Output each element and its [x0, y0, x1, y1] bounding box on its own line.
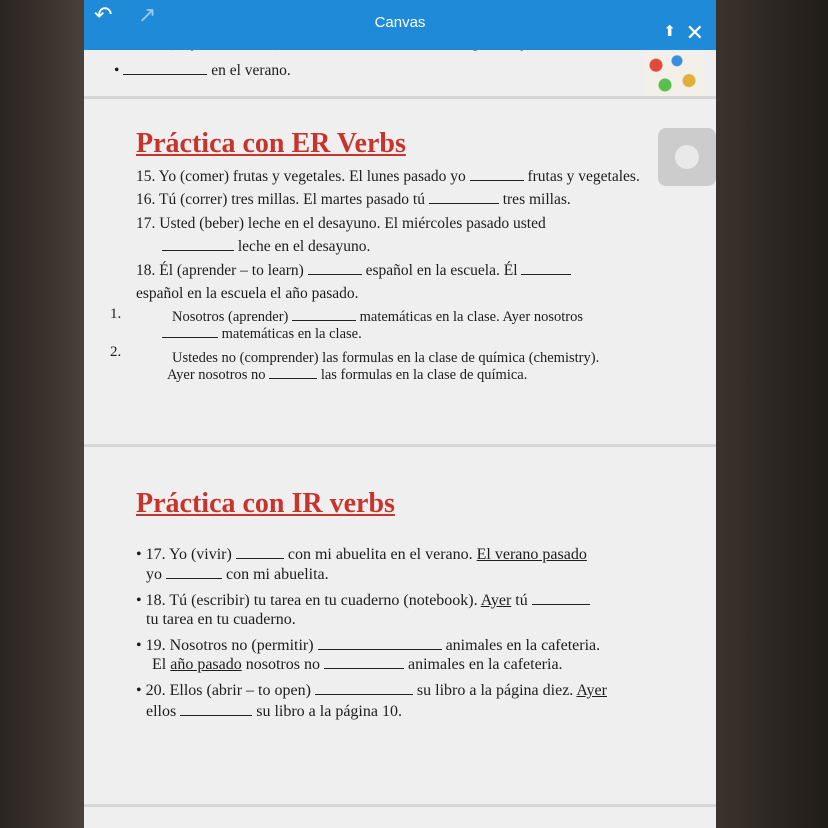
ir-q18-line2: tu tarea en tu cuaderno. [146, 611, 296, 628]
app-toolbar [84, 0, 716, 50]
answer-blank [315, 682, 413, 695]
back-arrow-icon[interactable]: ↶ [94, 2, 113, 27]
ir-heading: Práctica con IR verbs [136, 488, 395, 519]
ir-q17-line1: • 17. Yo (vivir) con mi abuelita en el verano. El verano pasado [136, 546, 587, 563]
er-q18-line1: 18. Él (aprender – to learn) español en la escuela. Él [136, 262, 571, 280]
answer-blank [292, 308, 356, 321]
section-divider [84, 96, 716, 99]
list-number-1: 1. [110, 306, 122, 322]
app-title: Canvas [374, 14, 426, 31]
er-heading: Práctica con ER Verbs [136, 128, 406, 159]
ir-q20-line1: • 20. Ellos (abrir – to open) su libro a la página diez. Ayer [136, 682, 607, 699]
answer-blank [532, 592, 590, 605]
share-icon[interactable]: ⬆ [663, 23, 676, 40]
answer-blank [180, 703, 252, 716]
section-divider [84, 804, 716, 807]
list-number-2: 2. [110, 344, 122, 360]
device-bezel-left [0, 0, 84, 828]
answer-blank [324, 656, 404, 669]
er-q19-line1: Nosotros (aprender) matemáticas en la clase. Ayer nosotros [172, 309, 583, 325]
answer-blank [470, 168, 524, 181]
ir-q20-line2: ellos su libro a la página 10. [146, 703, 402, 720]
answer-blank [236, 546, 284, 559]
ir-q19-line1: • 19. Nosotros no (permitir) animales en la cafeteria. [136, 637, 601, 654]
answer-blank [318, 637, 442, 650]
close-icon[interactable]: ✕ [685, 20, 704, 45]
item-10-line2: • en el verano. [114, 62, 291, 79]
answer-blank [162, 325, 218, 338]
answer-blank [521, 262, 571, 275]
answer-blank [429, 191, 499, 204]
document-page[interactable] [84, 32, 716, 828]
er-q15: 15. Yo (comer) frutas y vegetales. El lunes pasado yo frutas y vegetales. [136, 168, 640, 185]
sticker-image [644, 52, 704, 96]
floating-action-button[interactable] [658, 128, 716, 186]
ir-q17-line2: yo con mi abuelita. [146, 566, 329, 583]
er-q19-line2: matemáticas en la clase. [162, 325, 362, 343]
answer-blank [166, 566, 222, 579]
er-q17-line2: leche en el desayuno. [162, 238, 370, 256]
er-q17-line1: 17. Usted (beber) leche en el desayuno. El miércoles pasado usted [136, 215, 546, 232]
answer-blank [308, 262, 362, 275]
ir-q19-line2: El año pasado nosotros no animales en la cafeteria. [152, 656, 563, 673]
answer-blank [162, 238, 234, 251]
er-q16: 16. Tú (correr) tres millas. El martes pasado tú tres millas. [136, 191, 571, 208]
er-q20-line1: Ustedes no (comprender) las formulas en la clase de química (chemistry). [172, 350, 600, 366]
ir-q18-line1: • 18. Tú (escribir) tu tarea en tu cuaderno (notebook). Ayer tú [136, 592, 590, 610]
forward-arrow-icon[interactable]: ↗ [138, 2, 157, 27]
answer-blank [269, 366, 317, 379]
er-q18-line2: español en la escuela el año pasado. [136, 285, 359, 302]
er-q20-line2: Ayer nosotros no las formulas en la clase de química. [167, 367, 528, 383]
device-bezel-right [716, 0, 828, 828]
section-divider [84, 444, 716, 447]
answer-blank [123, 62, 207, 75]
